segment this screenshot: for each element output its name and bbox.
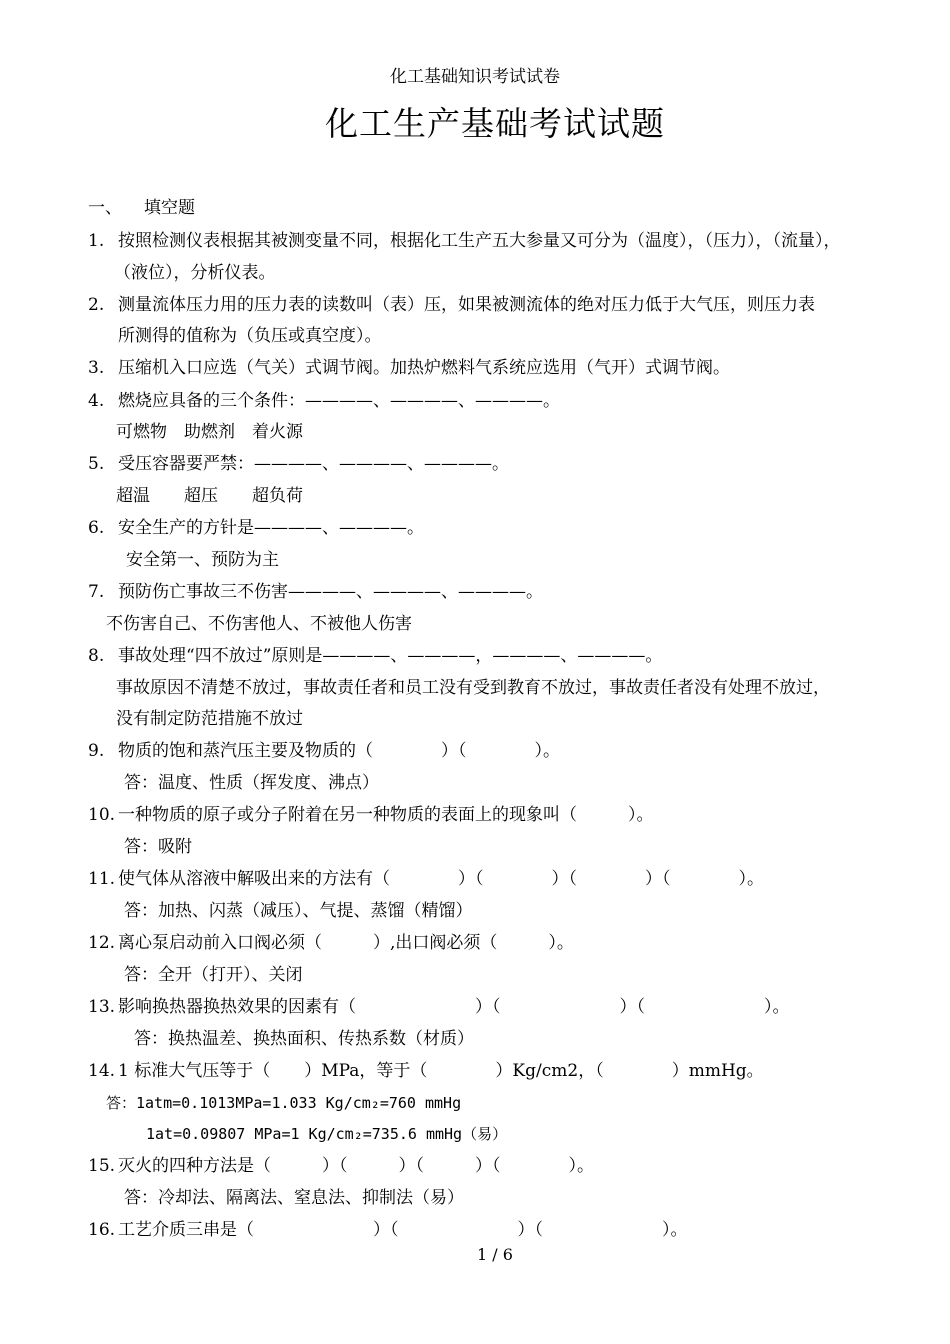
- question-text: 按照检测仪表根据其被测变量不同，根据化工生产五大参量又可分为（温度），（压力），（流量），: [118, 231, 841, 251]
- question-11: [88, 867, 764, 891]
- question-text: 灭火的四种方法是（ ）（ ）（ ）（ ）。: [118, 1156, 594, 1176]
- answer-8: 事故原因不清楚不放过，事故责任者和员工没有受到教育不放过，事故责任者没有处理不放过，: [116, 678, 830, 698]
- question-text: 使气体从溶液中解吸出来的方法有（ ）（ ）（ ）（ ）。: [118, 869, 764, 889]
- question-number: 14.: [88, 1061, 116, 1081]
- question-text: 安全生产的方针是————、————。: [118, 518, 424, 538]
- question-number: 3.: [88, 358, 105, 378]
- question-12: [88, 931, 574, 955]
- question-number: 7.: [88, 582, 105, 602]
- answer-12: 答：全开（打开）、关闭: [124, 965, 303, 985]
- question-number: 11.: [88, 869, 116, 889]
- section-label: 填空题: [144, 198, 195, 218]
- question-number: 15.: [88, 1156, 116, 1176]
- question-text: 预防伤亡事故三不伤害————、————、————。: [118, 582, 543, 602]
- question-9: [88, 739, 560, 763]
- section-number: 一、: [88, 198, 122, 218]
- question-text: 测量流体压力用的压力表的读数叫（表）压，如果被测流体的绝对压力低于大气压，则压力表: [118, 295, 815, 315]
- question-text: 压缩机入口应选（气关）式调节阀。加热炉燃料气系统应选用（气开）式调节阀。: [118, 358, 730, 378]
- question-4: [88, 389, 560, 413]
- section-heading: [88, 196, 195, 220]
- answer-6: 安全第一、预防为主: [126, 550, 279, 570]
- question-2-continuation: 所测得的值称为（负压或真空度）。: [118, 326, 382, 346]
- answer-8-continuation: 没有制定防范措施不放过: [116, 709, 303, 729]
- page-number: 1 / 6: [477, 1245, 513, 1264]
- answer-10: 答：吸附: [124, 837, 192, 857]
- question-15: [88, 1154, 594, 1178]
- answer-5: 超温 超压 超负荷: [116, 486, 303, 506]
- question-number: 5.: [88, 454, 105, 474]
- question-number: 16.: [88, 1220, 116, 1240]
- question-1: [88, 229, 841, 253]
- answer-13: 答：换热温差、换热面积、传热系数（材质）: [134, 1029, 474, 1049]
- question-13: [88, 995, 790, 1019]
- question-number: 12.: [88, 933, 116, 953]
- page-title: 化工生产基础考试试题: [325, 104, 665, 143]
- question-text: 1 标准大气压等于（ ）MPa，等于（ ）Kg/cm2，（ ）mmHg。: [118, 1061, 764, 1081]
- question-6: [88, 516, 424, 540]
- question-number: 1.: [88, 231, 105, 251]
- question-number: 2.: [88, 295, 105, 315]
- question-text: 离心泵启动前入口阀必须（ ）,出口阀必须（ ）。: [118, 933, 574, 953]
- question-1-continuation: （液位），分析仪表。: [114, 263, 276, 283]
- question-5: [88, 452, 509, 476]
- page-header: 化工基础知识考试试卷: [390, 67, 560, 87]
- question-16: [88, 1218, 688, 1242]
- question-14: [88, 1059, 764, 1083]
- question-7: [88, 580, 543, 604]
- answer-4: 可燃物 助燃剂 着火源: [116, 422, 303, 442]
- answer-14: 答：1atm=0.1013MPa=1.033 Kg/cm₂=760 mmHg: [106, 1094, 462, 1112]
- answer-15: 答：冷却法、隔离法、窒息法、抑制法（易）: [124, 1188, 464, 1208]
- question-number: 4.: [88, 391, 105, 411]
- question-text: 物质的饱和蒸汽压主要及物质的（ ）（ ）。: [118, 741, 560, 761]
- answer-11: 答：加热、闪蒸（减压）、气提、蒸馏（精馏）: [124, 901, 473, 921]
- question-text: 燃烧应具备的三个条件：————、————、————。: [118, 391, 560, 411]
- question-2: [88, 293, 815, 317]
- question-8: [88, 644, 662, 668]
- answer-7: 不伤害自己、不伤害他人、不被他人伤害: [106, 614, 412, 634]
- question-text: 影响换热器换热效果的因素有（ ）（ ）（ ）。: [118, 997, 790, 1017]
- question-text: 事故处理“四不放过”原则是————、————，————、————。: [118, 646, 663, 666]
- question-number: 8.: [88, 646, 105, 666]
- question-number: 10.: [88, 805, 116, 825]
- question-number: 13.: [88, 997, 116, 1017]
- answer-9: 答：温度、性质（挥发度、沸点）: [124, 773, 379, 793]
- question-text: 受压容器要严禁：————、————、————。: [118, 454, 509, 474]
- question-text: 一种物质的原子或分子附着在另一种物质的表面上的现象叫（ ）。: [118, 805, 654, 825]
- question-number: 9.: [88, 741, 105, 761]
- question-3: [88, 356, 730, 380]
- answer-14-continuation: 1at=0.09807 MPa=1 Kg/cm₂=735.6 mmHg（易）: [146, 1125, 508, 1143]
- question-number: 6.: [88, 518, 105, 538]
- question-10: [88, 803, 654, 827]
- question-text: 工艺介质三串是（ ）（ ）（ ）。: [118, 1220, 688, 1240]
